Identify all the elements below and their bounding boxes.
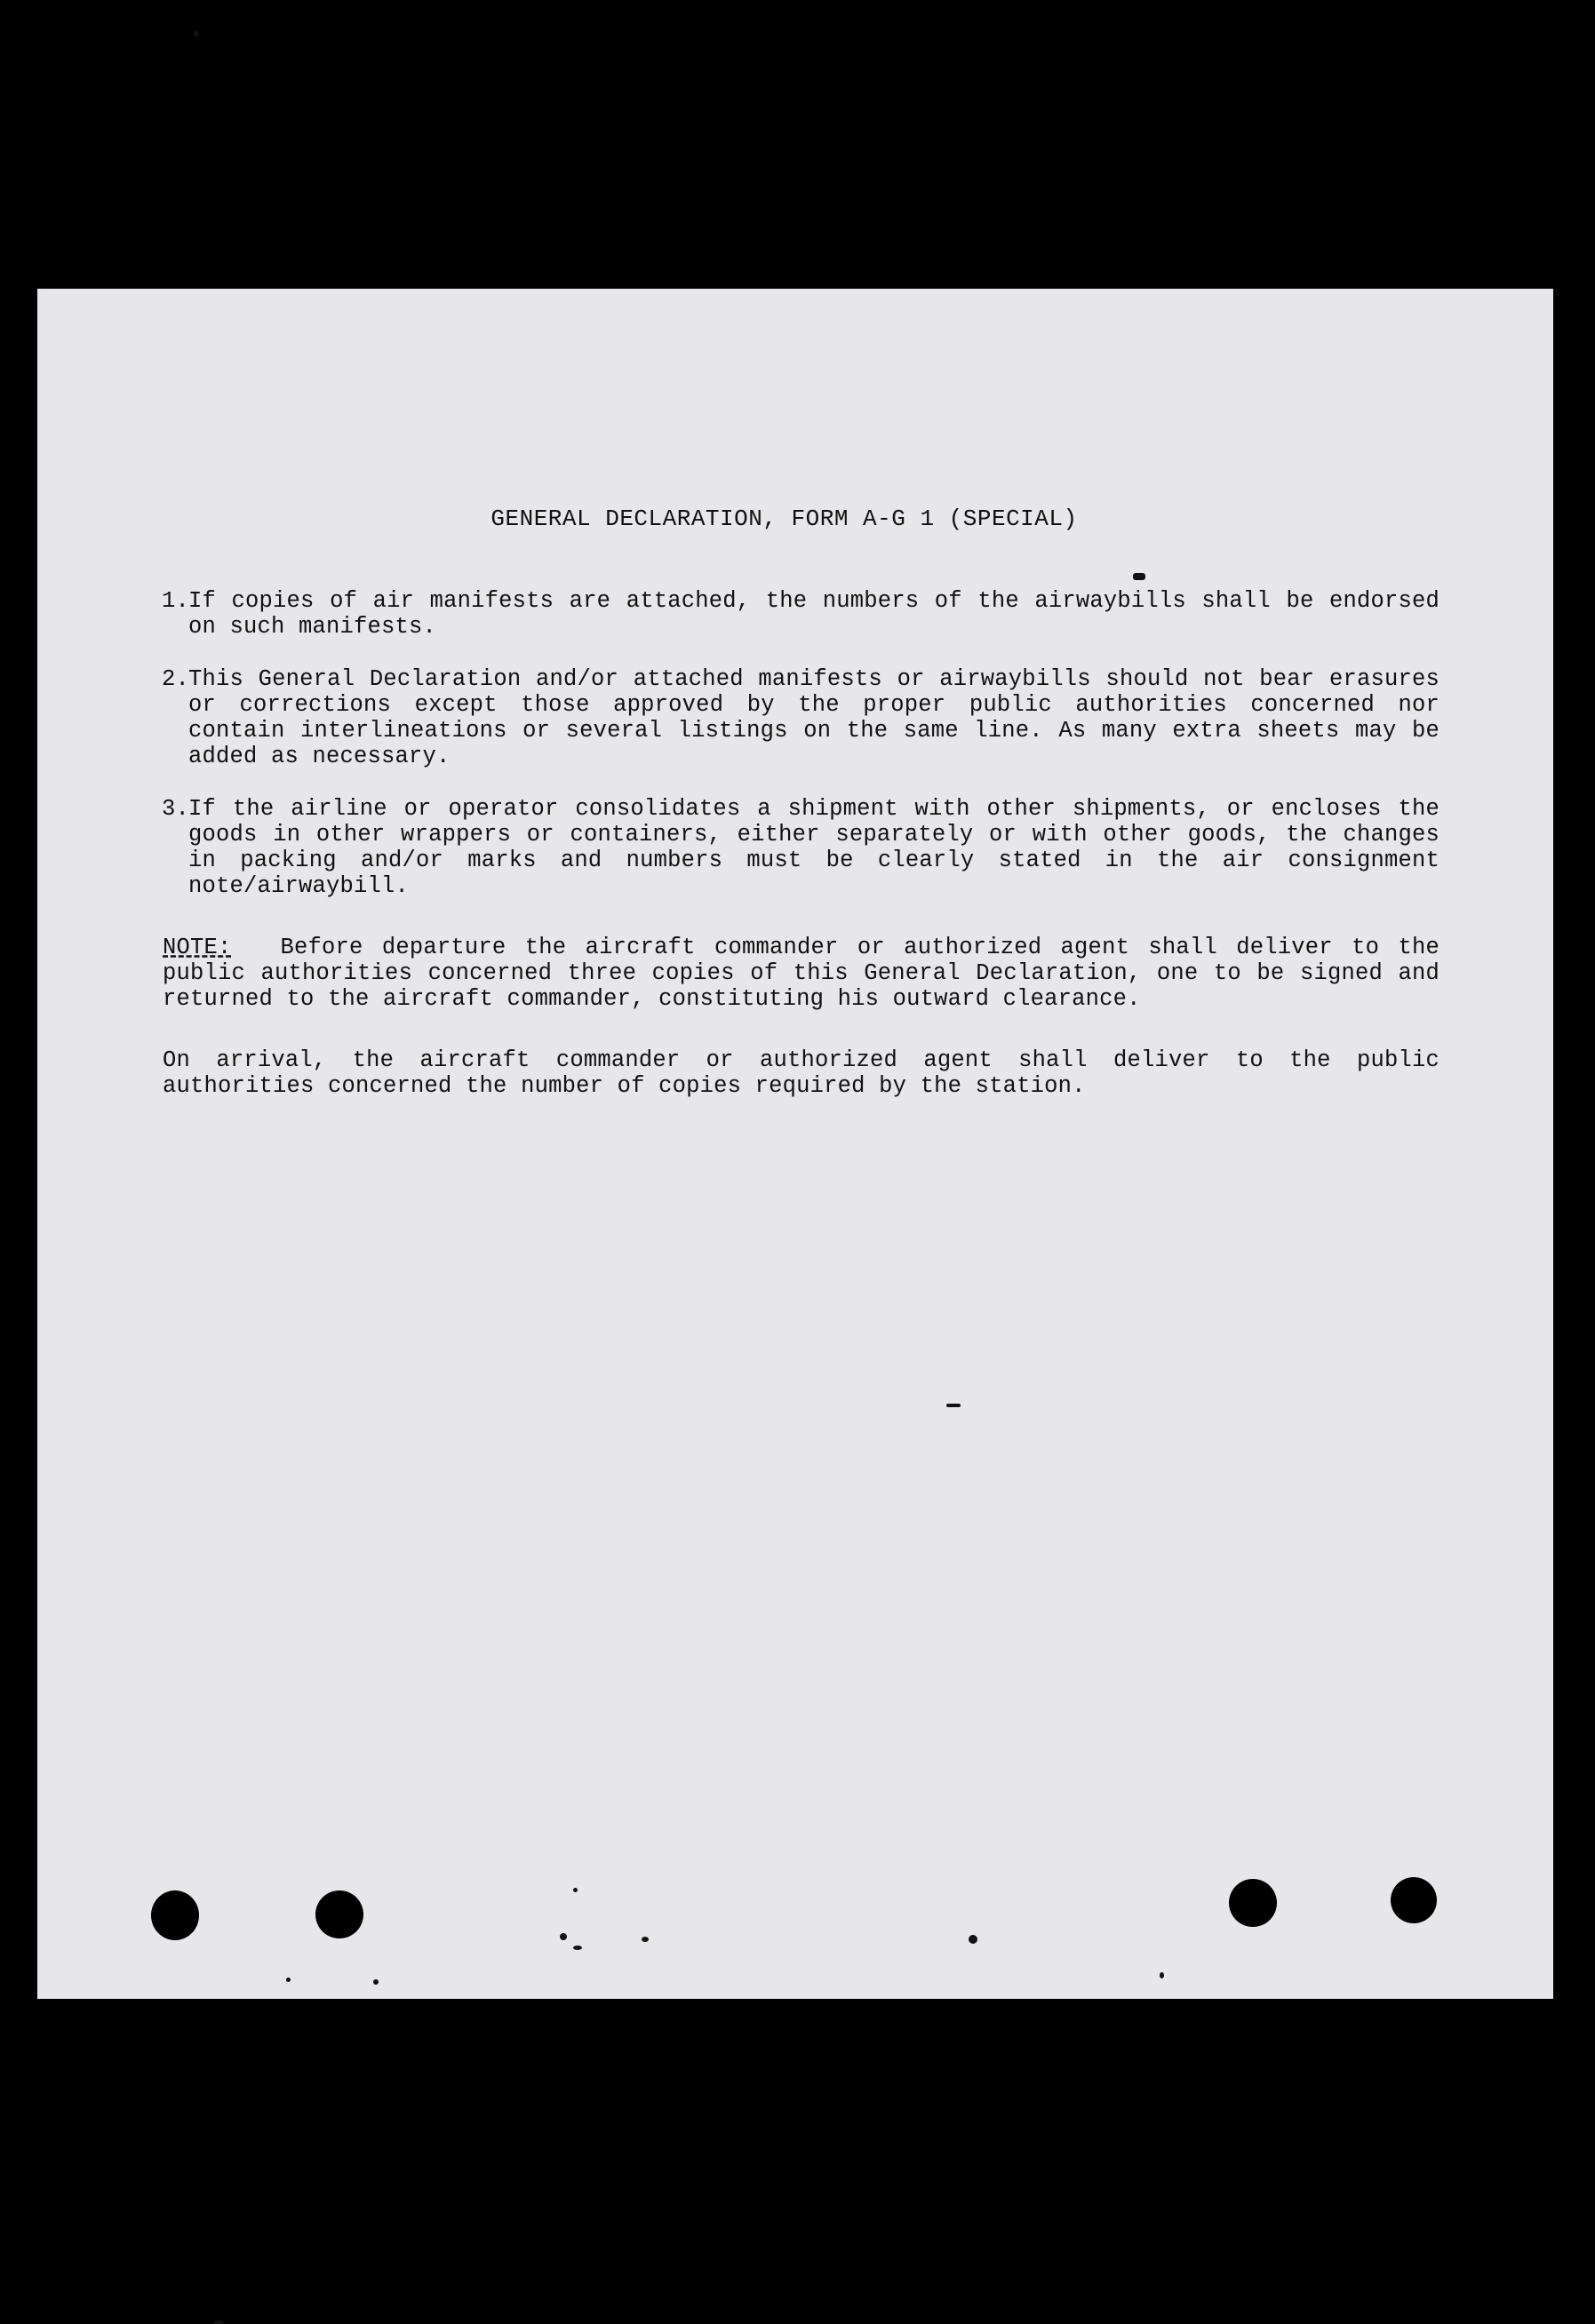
note-label: NOTE:: [163, 935, 232, 960]
speck-icon: [1133, 573, 1145, 580]
speck-icon: [573, 1888, 578, 1892]
note-text: Before departure the aircraft commander or authorized agent shall deliver to the public authorities concerned three copies of this General Declaration, one to be signed and returned to the aircraft commander, constituting his outward clearance.: [163, 935, 1439, 1012]
speck-icon: [573, 1946, 582, 1950]
punch-hole-icon: [1229, 1879, 1277, 1927]
speck-icon: [560, 1933, 567, 1940]
punch-hole-icon: [151, 1890, 199, 1940]
item-text: This General Declaration and/or attached manifests or airwaybills should not bear erasures or corrections except those approved by the proper public authorities concerned nor contain interlineations or several listings on the same line. As many extra sheets may be added as necessary.: [188, 666, 1439, 769]
speck-icon: [373, 1979, 379, 1985]
note-paragraph: [163, 935, 1439, 1012]
speck-icon: [213, 2320, 224, 2324]
speck-icon: [969, 1935, 977, 1944]
speck-icon: [286, 1978, 291, 1982]
item-number: 2.: [162, 666, 190, 692]
arrival-text: On arrival, the aircraft commander or authorized agent shall deliver to the public authorities concerned the number of copies required by the station.: [163, 1047, 1439, 1099]
document-title: GENERAL DECLARATION, FORM A-G 1 (SPECIAL): [490, 505, 1078, 532]
speck-icon: [946, 1404, 961, 1407]
speck-icon: [1160, 1972, 1164, 1978]
punch-hole-icon: [315, 1890, 363, 1938]
list-item: [129, 588, 1439, 640]
list-item: [129, 796, 1439, 899]
item-number: 3.: [162, 796, 190, 822]
speck-icon: [194, 31, 199, 36]
document-body: [129, 506, 1439, 1126]
item-text: If the airline or operator consolidates a shipment with other shipments, or encloses the goods in other wrappers or containers, either separately or with other goods, the changes in packing and/or marks and numbers must be clearly stated in the air consignment note/airwaybill.: [188, 796, 1439, 899]
item-number: 1.: [162, 588, 190, 614]
list-item: [129, 666, 1439, 769]
item-text: If copies of air manifests are attached, the numbers of the airwaybills shall be endorsed on such manifests.: [188, 588, 1439, 640]
punch-hole-icon: [1391, 1877, 1437, 1923]
arrival-paragraph: [163, 1047, 1439, 1099]
speck-icon: [642, 1937, 649, 1942]
